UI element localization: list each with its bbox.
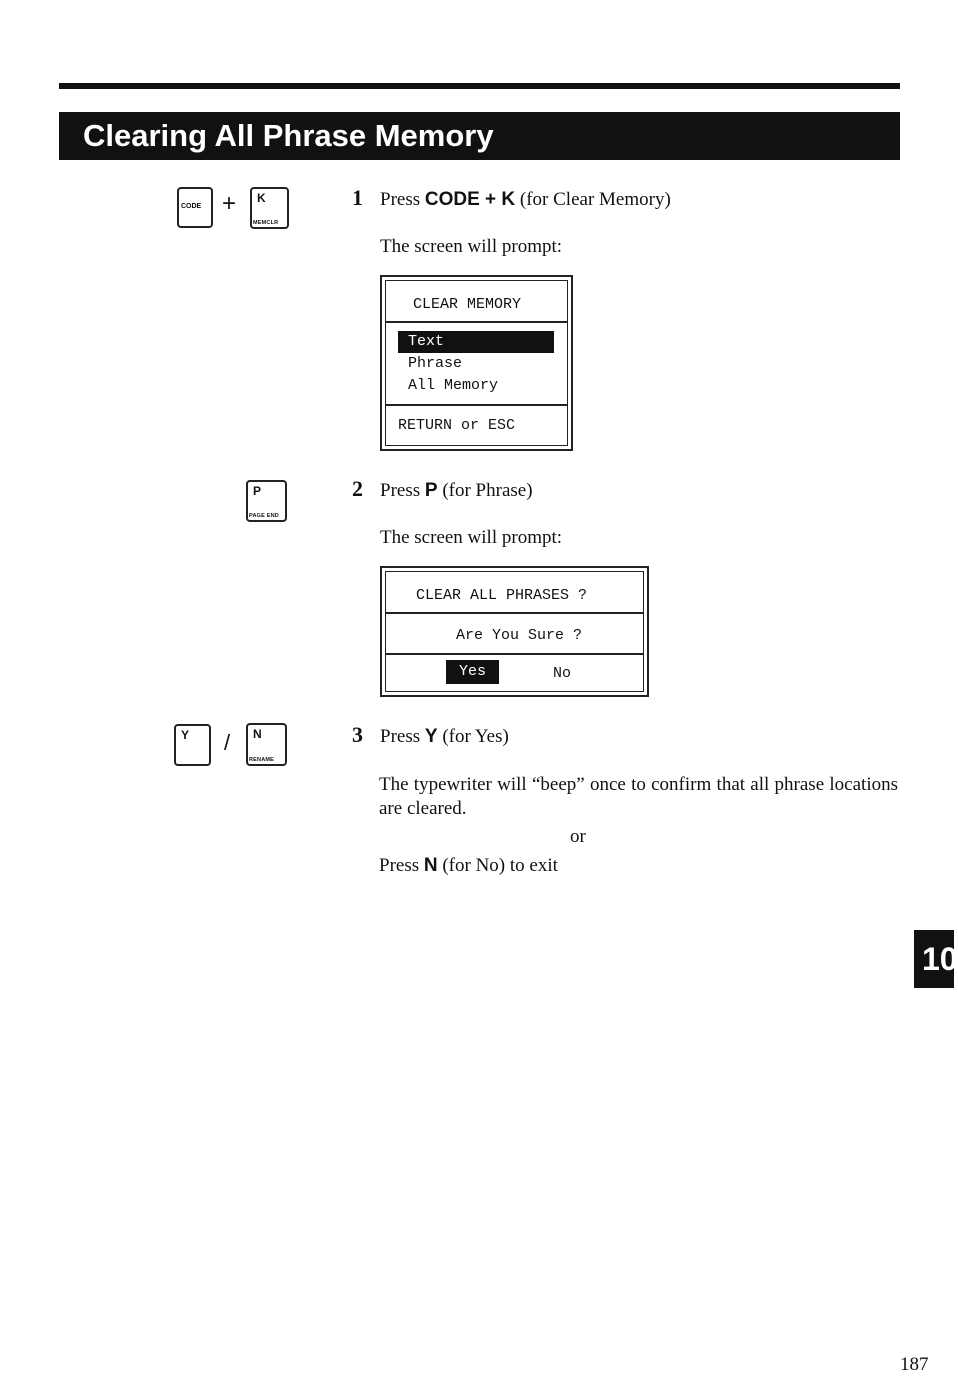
step-3-number: 3 — [352, 722, 363, 747]
clear-phrases-screen — [380, 566, 649, 697]
slash-separator: / — [224, 730, 231, 755]
step-2-instruction: Press P (for Phrase) — [380, 480, 533, 501]
no-option: No — [553, 665, 572, 682]
menu-option-all-memory: All Memory — [408, 377, 499, 394]
screen-2-header: CLEAR ALL PHRASES ? — [416, 587, 588, 604]
screen-1-footer: RETURN or ESC — [398, 417, 516, 434]
step-3-instruction: Press Y (for Yes) — [380, 726, 509, 747]
confirm-question: Are You Sure ? — [456, 627, 583, 644]
screen-1-header: CLEAR MEMORY — [413, 296, 522, 313]
clear-memory-screen — [380, 275, 573, 451]
menu-option-phrase: Phrase — [408, 355, 463, 372]
plus-sign: + — [222, 190, 237, 217]
step-3-confirmation: The typewriter will “beep” once to confirm that all phrase locations are cleared. — [379, 774, 898, 819]
exit-instruction: Press N (for No) to exit — [379, 855, 558, 876]
code-key-icon: CODE — [177, 187, 213, 228]
step-1-number: 1 — [352, 185, 363, 210]
or-separator: or — [570, 826, 586, 847]
page-number: 187 — [900, 1354, 929, 1375]
top-rule — [59, 83, 900, 89]
y-key-icon: Y — [174, 724, 211, 766]
menu-option-text: Text — [398, 331, 554, 353]
chapter-tab: 10 — [914, 930, 954, 988]
step-2-prompt: The screen will prompt: — [380, 527, 563, 548]
step-2-number: 2 — [352, 476, 363, 501]
k-key-icon: K MEMCLR — [250, 187, 289, 229]
p-key-icon: P PAGE END — [246, 480, 287, 522]
step-1-instruction: Press CODE + K (for Clear Memory) — [380, 189, 671, 210]
yes-option: Yes — [446, 660, 499, 684]
page-title: Clearing All Phrase Memory — [59, 112, 900, 160]
step-1-prompt: The screen will prompt: — [380, 236, 563, 257]
n-key-icon: N RENAME — [246, 723, 287, 766]
